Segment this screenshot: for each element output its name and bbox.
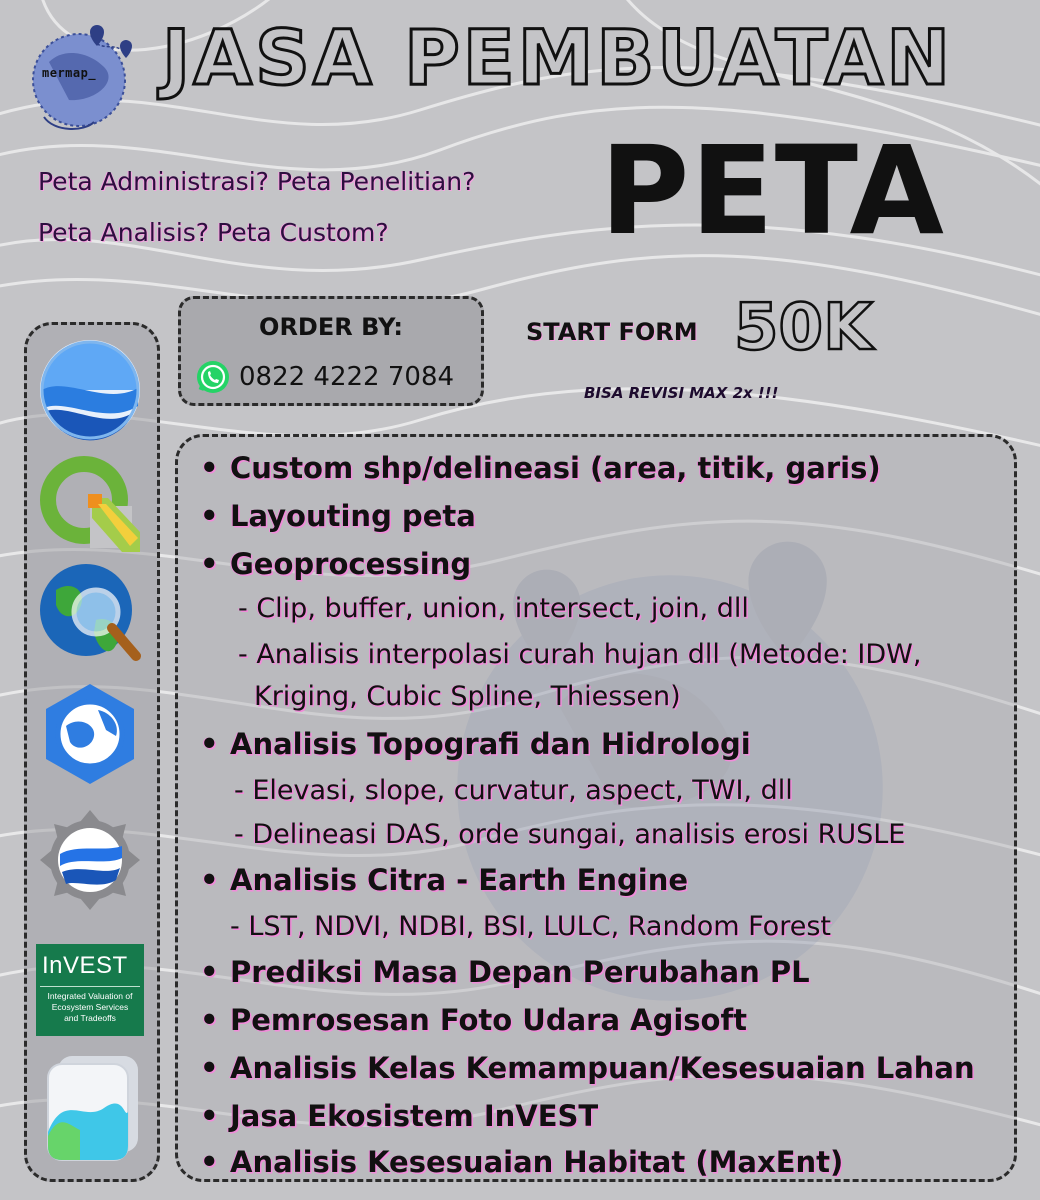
service-item: • Custom shp/delineasi (area, titik, garis): [200, 451, 881, 485]
service-subitem: - Analisis interpolasi curah hujan dll (Metode: IDW,: [238, 639, 922, 670]
order-contact[interactable]: [195, 359, 454, 395]
price-label: START FORM: [526, 318, 698, 346]
google-maps-icon: [36, 336, 144, 444]
service-subitem: - Elevasi, slope, curvatur, aspect, TWI, dll: [234, 775, 793, 806]
google-earth-icon: [36, 806, 144, 914]
invest-caption-line: Integrated Valuation of: [47, 991, 133, 1001]
mermap-logo: [24, 22, 149, 137]
invest-caption-line: Ecosystem Services: [51, 1002, 129, 1012]
service-item: • Prediksi Masa Depan Perubahan PL: [200, 955, 810, 989]
price-value: 50K: [734, 291, 873, 365]
service-item: • Analisis Topografi dan Hidrologi: [200, 727, 751, 761]
logo-text: mermap_: [42, 66, 97, 80]
invest-caption-line: and Tradeoffs: [64, 1013, 116, 1023]
invest-title: InVEST: [42, 952, 128, 979]
qgis-icon: [36, 452, 144, 560]
service-item: • Jasa Ekosistem InVEST: [200, 1099, 599, 1133]
service-item: • Layouting peta: [200, 499, 476, 533]
order-title: ORDER BY:: [259, 313, 403, 341]
invest-logo: [36, 944, 144, 1036]
service-item: • Analisis Citra - Earth Engine: [200, 863, 689, 897]
service-item: • Analisis Kesesuaian Habitat (MaxEnt): [200, 1145, 844, 1179]
service-subitem: Kriging, Cubic Spline, Thiessen): [254, 681, 681, 712]
question-line-1: Peta Administrasi? Peta Penelitian?: [38, 167, 476, 196]
service-subitem: - Delineasi DAS, orde sungai, analisis erosi RUSLE: [234, 819, 906, 850]
service-subitem: - LST, NDVI, NDBI, BSI, LULC, Random Forest: [230, 911, 831, 942]
services-box: [175, 434, 1017, 1182]
title-jasa-pembuatan: JASA PEMBUATAN: [162, 13, 953, 102]
revision-note: BISA REVISI MAX 2x !!!: [584, 384, 779, 402]
chart-app-icon: [44, 1052, 140, 1164]
service-item: • Pemrosesan Foto Udara Agisoft: [200, 1003, 747, 1037]
arcgis-icon: [36, 680, 144, 788]
phone-number[interactable]: 0822 4222 7084: [239, 362, 455, 392]
whatsapp-icon: [195, 359, 231, 395]
question-line-2: Peta Analisis? Peta Custom?: [38, 218, 389, 247]
service-item: • Analisis Kelas Kemampuan/Kesesuaian Lahan: [200, 1051, 975, 1085]
service-subitem: - Clip, buffer, union, intersect, join, dll: [238, 593, 749, 624]
order-box: [178, 296, 484, 406]
service-item: • Geoprocessing: [200, 547, 472, 581]
title-peta: PETA: [600, 120, 945, 262]
globe-magnifier-icon: [36, 560, 144, 668]
